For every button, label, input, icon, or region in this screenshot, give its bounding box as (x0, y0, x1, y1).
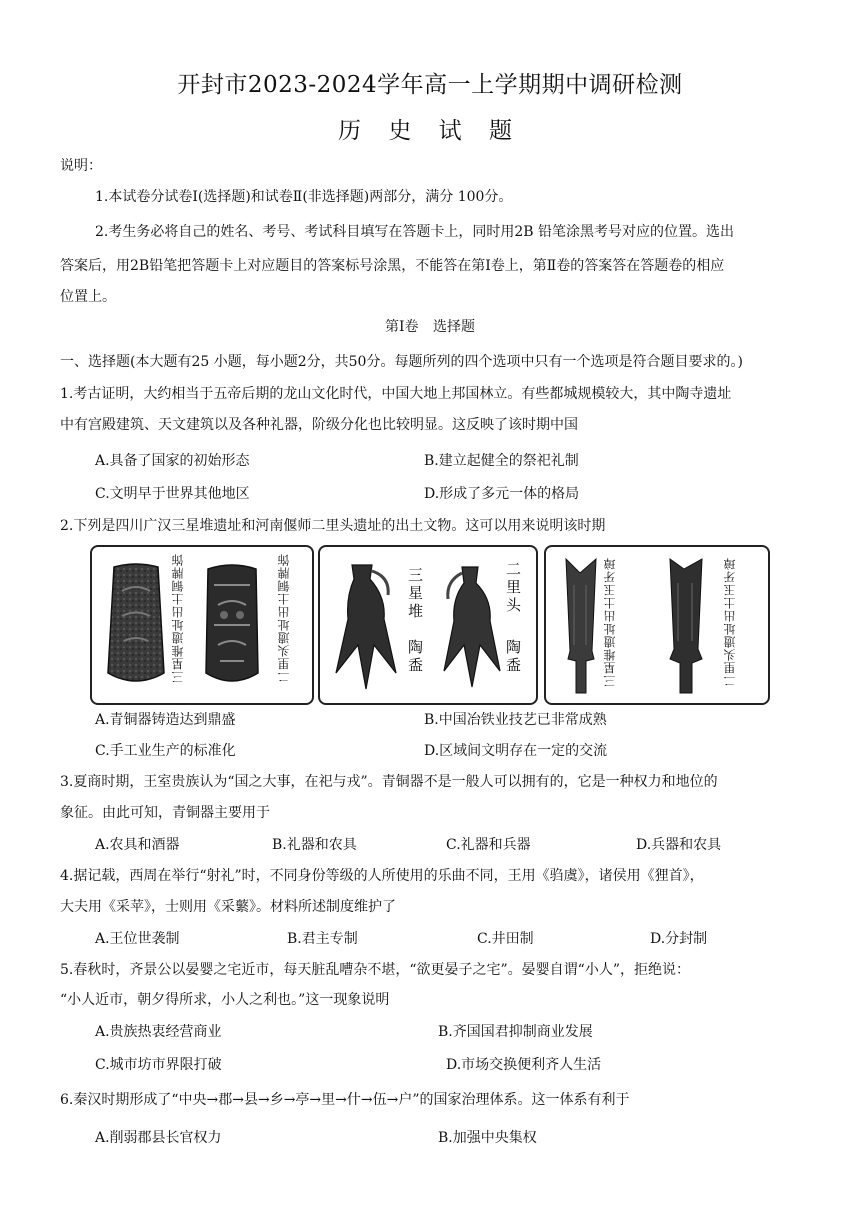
q2-option-a: A.青铜器铸造达到鼎盛 (95, 712, 236, 728)
p1-left-caption: 三星堆遗址出土铜牌饰 (171, 553, 185, 683)
artifact-panel-pottery (318, 545, 538, 705)
p2-left-caption-b: 陶盉 (406, 639, 424, 675)
q3-stem-line-1: 3.夏商时期，王室贵族认为“国之大事，在祀与戎”。青铜器不是一般人可以拥有的，它是一种权力和地位的 (60, 774, 718, 790)
q1-option-b: B.建立起健全的祭祀礼制 (424, 453, 579, 469)
q4-option-d: D.分封制 (650, 931, 708, 947)
q4-option-c: C.井田制 (477, 931, 534, 947)
instruction-item-2-line-1: 2.考生务必将自己的姓名、考号、考试科目填写在答题卡上，同时用2B 铅笔涂黑考号对应的位置。选出 (95, 224, 735, 240)
artifact-panel-jade-zhang (544, 545, 770, 705)
q2-stem-line-1: 2.下列是四川广汉三星堆遗址和河南偃师二里头遗址的出土文物。这可以用来说明该时期 (60, 518, 606, 534)
q3-option-b: B.礼器和农具 (272, 837, 357, 853)
q1-option-a: A.具备了国家的初始形态 (95, 453, 250, 469)
jade-zhang-image-2 (666, 555, 706, 697)
instruction-item-1: 1.本试卷分试卷Ⅰ(选择题)和试卷Ⅱ(非选择题)两部分，满分 100分。 (95, 189, 513, 205)
p3-left-caption: 三星堆遗址出土玉牙璋 (603, 557, 617, 687)
p1-right-caption: 二里头遗址出土铜牌饰 (277, 553, 291, 683)
q3-option-a: A.农具和酒器 (95, 837, 180, 853)
q4-option-b: B.君主专制 (287, 931, 358, 947)
q3-stem-line-2: 象征。由此可知，青铜器主要用于 (60, 805, 270, 821)
q3-option-d: D.兵器和农具 (636, 837, 722, 853)
q2-option-c: C.手工业生产的标准化 (95, 743, 236, 759)
instruction-item-2-line-3: 位置上。 (60, 289, 116, 305)
exam-title: 开封市2023-2024学年高一上学期期中调研检测 (177, 72, 683, 98)
exam-subtitle: 历 史 试 题 (338, 118, 522, 144)
q1-option-c: C.文明早于世界其他地区 (95, 486, 250, 502)
section-header: 第Ⅰ卷 选择题 (385, 319, 475, 335)
q4-option-a: A.王位世袭制 (95, 931, 180, 947)
q5-option-b: B.齐国国君抑制商业发展 (438, 1024, 593, 1040)
pottery-he-image-1 (330, 561, 400, 693)
q1-option-d: D.形成了多元一体的格局 (424, 486, 580, 502)
q2-option-d: D.区域间文明存在一定的交流 (424, 743, 608, 759)
instructions-label: 说明： (60, 158, 102, 174)
q6-option-a: A.削弱郡县长官权力 (95, 1130, 222, 1146)
q1-stem-line-2: 中有宫殿建筑、天文建筑以及各种礼器，阶级分化也比较明显。这反映了该时期中国 (60, 417, 578, 433)
p2-left-caption-a: 三星堆 (406, 567, 424, 621)
q5-option-a: A.贵族热衷经营商业 (95, 1024, 222, 1040)
bronze-plaque-image-2 (200, 561, 264, 689)
bronze-plaque-image-1 (104, 561, 168, 689)
p2-right-caption-a: 二里头 (504, 561, 522, 615)
p3-right-caption: 二里头遗址出土玉牙璋 (723, 557, 737, 687)
q6-stem-line-1: 6.秦汉时期形成了“中央→郡→县→乡→亭→里→什→伍→户”的国家治理体系。这一体系有利于 (60, 1092, 630, 1108)
q5-stem-line-2: “小人近市，朝夕得所求，小人之利也。”这一现象说明 (60, 992, 390, 1008)
q1-stem-line-1: 1.考古证明，大约相当于五帝后期的龙山文化时代，中国大地上邦国林立。有些都城规模较大，其中陶寺遗址 (60, 386, 732, 402)
artifact-panel-plaques (90, 545, 314, 705)
q3-option-c: C.礼器和兵器 (446, 837, 531, 853)
q2-option-b: B.中国冶铁业技艺已非常成熟 (424, 712, 607, 728)
section-intro: 一、选择题(本大题有25 小题，每小题2分，共50分。每题所列的四个选项中只有一个选项是符合题目要求的。) (60, 354, 743, 370)
q2-artifact-figure (90, 545, 770, 705)
pottery-he-image-2 (438, 563, 504, 691)
jade-zhang-image-1 (564, 555, 598, 697)
q5-stem-line-1: 5.春秋时，齐景公以晏婴之宅近市，每天脏乱嘈杂不堪，“欲更晏子之宅”。晏婴自谓“小人”，拒绝说： (60, 962, 690, 978)
q4-stem-line-1: 4.据记载，西周在举行“射礼”时，不同身份等级的人所使用的乐曲不同，王用《驺虞》，诸侯用《狸首》， (60, 868, 704, 884)
instruction-item-2-line-2: 答案后，用2B铅笔把答题卡上对应题目的答案标号涂黑，不能答在第Ⅰ卷上，第Ⅱ卷的答案答在答题卷的相应 (60, 258, 725, 274)
q6-option-b: B.加强中央集权 (438, 1130, 537, 1146)
q4-stem-line-2: 大夫用《采苹》，士则用《采蘩》。材料所述制度维护了 (60, 899, 396, 915)
q5-option-c: C.城市坊市界限打破 (95, 1057, 222, 1073)
q5-option-d: D.市场交换便利齐人生活 (446, 1057, 602, 1073)
p2-right-caption-b: 陶盉 (504, 639, 522, 675)
